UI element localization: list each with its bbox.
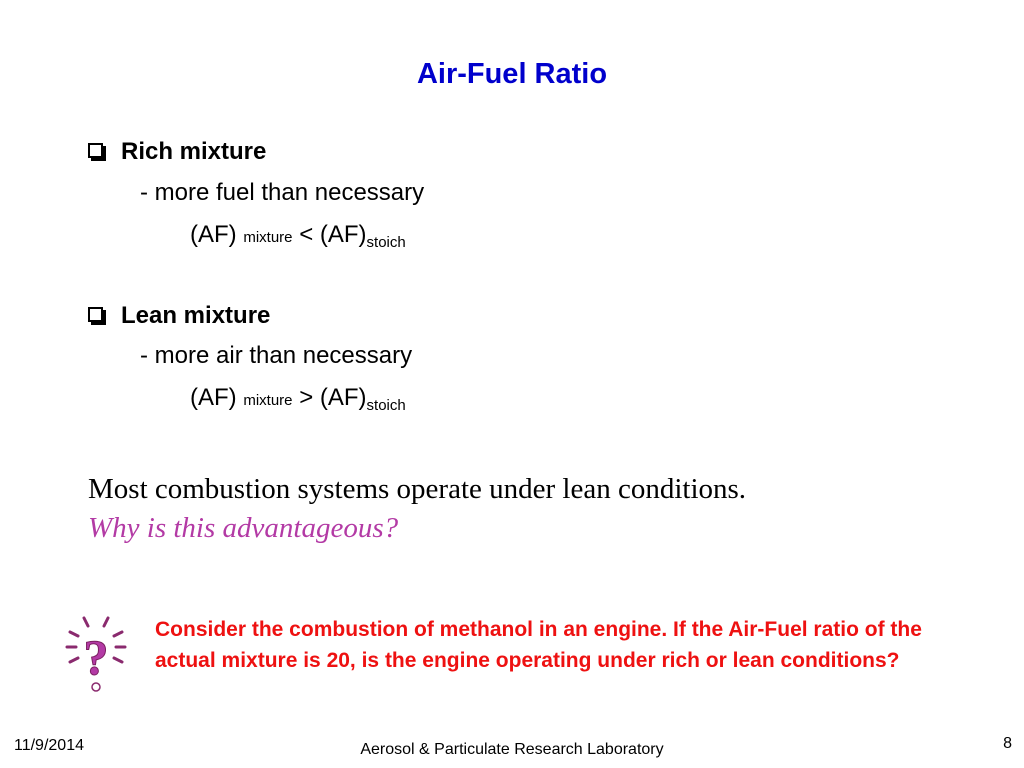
lean-heading: Lean mixture [121,302,271,329]
rich-description: - more fuel than necessary [140,179,425,206]
rich-heading: Rich mixture [121,138,267,165]
question-mark-icon [62,612,130,696]
footer-lab: Aerosol & Particulate Research Laboratory [360,741,664,758]
footer-page-number: 8 [1003,735,1012,752]
lean-expression: (AF) mixture > $(AF)_{stoich}$ [190,384,406,414]
lean-description: - more air than necessary [140,342,413,369]
question: Why is this advantageous? [88,512,399,544]
problem-text: Consider the combustion of methanol in an engine. If the Air-Fuel ratio of the actual mixture is 20, is the engine operating under rich or lean conditions? [155,618,922,672]
checkbox-bullet-icon [88,307,103,322]
bullet-lean [88,302,270,330]
checkbox-bullet-icon [88,143,103,158]
statement: Most combustion systems operate under lean conditions. [88,473,747,505]
slide-title: Air-Fuel Ratio [416,58,608,90]
svg-text:?: ? [83,629,109,685]
rich-expression: (AF) mixture < $(AF)_{stoich}$ [190,221,406,251]
bullet-rich [88,138,266,166]
footer-date: 11/9/2014 [14,737,84,754]
